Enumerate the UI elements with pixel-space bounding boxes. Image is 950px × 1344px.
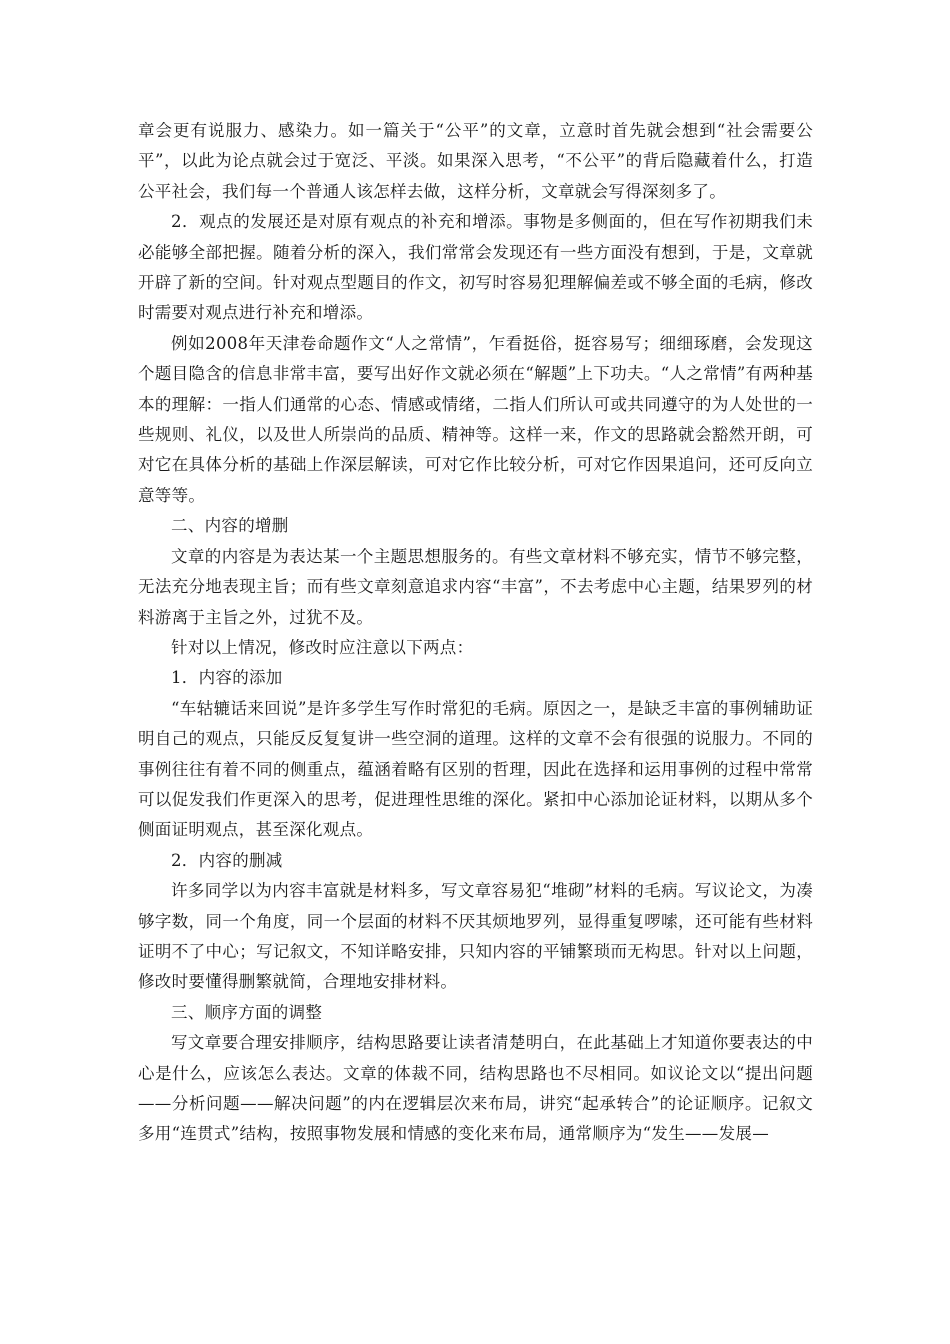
section-heading-content: 二、内容的增删: [171, 516, 289, 536]
subheading-content-delete: 2．内容的删减: [171, 850, 283, 870]
paragraph-two-points: 针对以上情况，修改时应注意以下两点：: [171, 637, 474, 657]
paragraph-content-intro: 文章的内容是为表达某一个主题思想服务的。有些文章材料不够充实，情节不够完整，无法充分地表现主旨；而有些文章刻意追求内容“丰富”，不去考虑中心主题，结果罗列的材料游离于主旨之外，过犹不及。: [138, 546, 813, 627]
paragraph-example-tianjin: 例如2008年天津卷命题作文“人之常情”，乍看挺俗，挺容易写；细细琢磨，会发现这个题目隐含的信息非常丰富，要写出好作文就必须在“解题”上下功夫。“人之常情”有两种基本的理解：一指人们通常的心态、情感或情绪，二指人们所认可或共同遵守的为人处世的一些规则、礼仪，以及世人所崇尚的品质、精神等。这样一来，作文的思路就会豁然开朗，可对它在具体分析的基础上作深层解读，可对它作比较分析，可对它作因果追问，还可反向立意等等。: [138, 333, 813, 505]
document-body: [138, 116, 813, 1150]
paragraph-content-add: “车轱辘话来回说”是许多学生写作时常犯的毛病。原因之一，是缺乏丰富的事例辅助证明自己的观点，只能反反复复讲一些空洞的道理。这样的文章不会有很强的说服力。不同的事例往往有着不同的侧重点，蕴涵着略有区别的哲理，因此在选择和运用事例的过程中常常可以促发我们作更深入的思考，促进理性思维的深化。紧扣中心添加论证材料，以期从多个侧面证明观点，甚至深化观点。: [138, 698, 813, 840]
subheading-content-add: 1．内容的添加: [171, 668, 283, 688]
section-heading-order: 三、顺序方面的调整: [171, 1002, 323, 1022]
paragraph-order: 写文章要合理安排顺序，结构思路要让读者清楚明白，在此基础上才知道你要表达的中心是什么，应该怎么表达。文章的体裁不同，结构思路也不尽相同。如议论文以“提出问题——分析问题——解决问题”的内在逻辑层次来布局，讲究“起承转合”的论证顺序。记叙文多用“连贯式”结构，按照事物发展和情感的变化来布局，通常顺序为“发生——发展—: [138, 1033, 813, 1144]
paragraph-continuation: 章会更有说服力、感染力。如一篇关于“公平”的文章，立意时首先就会想到“社会需要公平”，以此为论点就会过于宽泛、平淡。如果深入思考，“不公平”的背后隐藏着什么，打造公平社会，我们每一个普通人该怎样去做，这样分析，文章就会写得深刻多了。: [138, 121, 813, 201]
paragraph-viewpoint-supplement: 2．观点的发展还是对原有观点的补充和增添。事物是多侧面的，但在写作初期我们未必能够全部把握。随着分析的深入，我们常常会发现还有一些方面没有想到，于是，文章就开辟了新的空间。针对观点型题目的作文，初写时容易犯理解偏差或不够全面的毛病，修改时需要对观点进行补充和增添。: [138, 212, 813, 323]
paragraph-content-delete: 许多同学以为内容丰富就是材料多，写文章容易犯“堆砌”材料的毛病。写议论文，为凑够字数，同一个角度，同一个层面的材料不厌其烦地罗列，显得重复啰嗦，还可能有些材料证明不了中心；写记叙文，不知详略安排，只知内容的平铺繁琐而无构思。针对以上问题，修改时要懂得删繁就简，合理地安排材料。: [138, 881, 813, 992]
